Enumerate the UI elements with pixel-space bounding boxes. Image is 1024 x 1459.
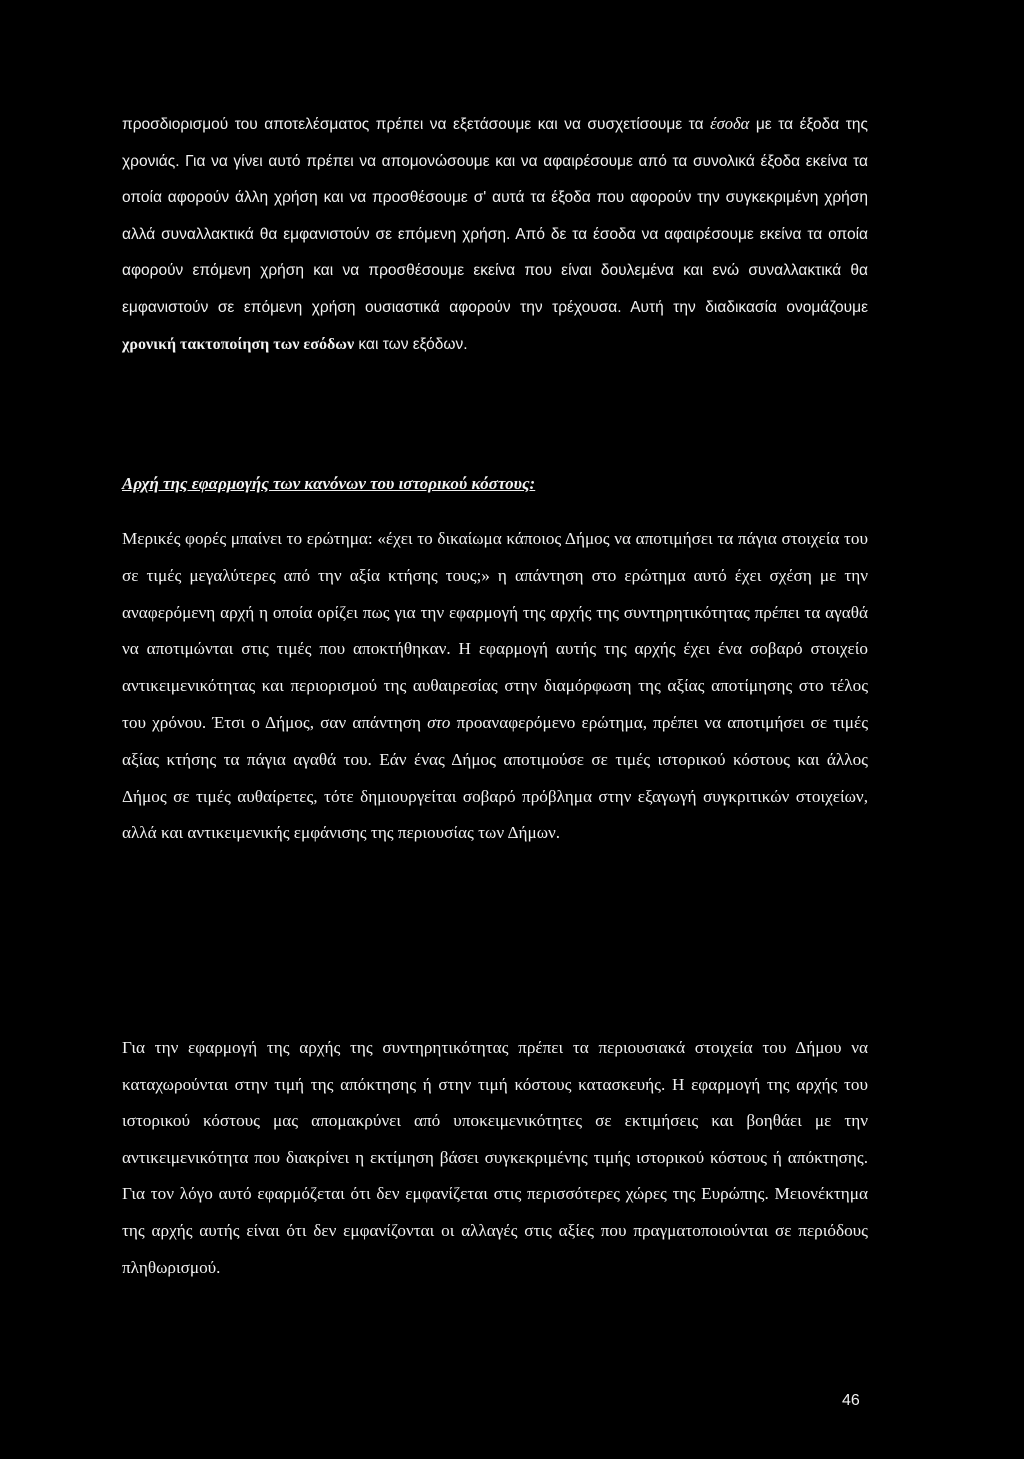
paragraph2-italic-word: στο — [427, 712, 451, 732]
paragraph1-text-c: και των εξόδων. — [354, 335, 468, 353]
paragraph1-text-a: προσδιορισμού του αποτελέσματος πρέπει να εξετάσουμε και να συσχετίσουμε τα — [122, 116, 711, 133]
paragraph1-italic-word: έσοδα — [710, 114, 750, 133]
paragraph2-text-a: Μερικές φορές μπαίνει το ερώτημα: «έχει το δικαίωμα κάποιος Δήμος να αποτιμήσει τα πάγια στοιχεία του σε τιμές μεγαλύτερες από την αξία κτήσης τους;» η απάντηση στο ερώτημα αυτό έχει σχέση με την αναφερόμενη αρχή η οποία ορίζει πως για την εφαρμογή της αρχής της συντηρητικότητας πρέπει τα αγαθά να αποτιμώνται στις τιμές που αποκτήθηκαν. Η εφαρμογή αυτής της αρχής έχει ένα σοβαρό στοιχείο αντικειμενικότητας και περιορισμού της αυθαιρεσίας στην διαμόρφωση της αξίας αποτίμησης στο τέλος του χρόνου. Έτσι ο Δήμος, σαν απάντηση — [122, 529, 868, 732]
paragraph1-text-b: με τα έξοδα της χρονιάς. Για να γίνει αυτό πρέπει να απομονώσουμε και να αφαιρέσουμε από τα συνολικά έξοδα εκείνα τα οποία αφορούν άλλη χρήση και να προσθέσουμε σ' αυτά τα έξοδα που αφορούν την συγκεκριμένη χρήση αλλά συναλλακτικά θα εμφανιστούν σε επόμενη χρήση. Από δε τα έσοδα να αφαιρέσουμε εκείνα τα οποία αφορούν επόμενη χρήση και να προσθέσουμε εκείνα που είναι δουλεμένα και ενώ συναλλακτικά θα εμφανιστούν σε επόμενη χρήση ουσιαστικά αφορούν την τρέχουσα. Αυτή την διαδικασία ονομάζουμε — [122, 116, 868, 316]
paragraph-accrual-adjustment — [122, 106, 868, 363]
paragraph-conservatism: Για την εφαρμογή της αρχής της συντηρητικότητας πρέπει τα περιουσιακά στοιχεία του Δήμου να καταχωρούνται στην τιμή της απόκτησης ή στην τιμή κόστους κατασκευής. Η εφαρμογή της αρχής του ιστορικού κόστους μας απομακρύνει από υποκειμενικότητες σε εκτιμήσεις και βοηθάει με την αντικειμενικότητα που διακρίνει η εκτίμηση βάσει συγκεκριμένης τιμής ιστορικού κόστους ή απόκτησης. Για τον λόγο αυτό εφαρμόζεται ότι δεν εμφανίζεται στις περισσότερες χώρες της Ευρώπης. Μειονέκτημα της αρχής αυτής είναι ότι δεν εμφανίζονται οι αλλαγές στις αξίες που πραγματοποιούνται σε περιόδους πληθωρισμού. — [122, 1038, 868, 1277]
paragraph1-bold-term: χρονική τακτοποίηση των εσόδων — [122, 335, 355, 353]
section-heading: Αρχή της εφαρμογής των κανόνων του ιστορικού κόστους: — [122, 474, 536, 493]
paragraph2-text-b: προαναφερόμενο ερώτημα, πρέπει να αποτιμήσει σε τιμές αξίας κτήσης τα πάγια αγαθά του. Εάν ένας Δήμος αποτιμούσε σε τιμές ιστορικού κόστους και άλλος Δήμος σε τιμές αυθαίρετες, τότε δημιουργείται σοβαρό πρόβλημα στην εξαγωγή συγκριτικών στοιχείων, αλλά και αντικειμενικής εμφάνισης της περιουσίας των Δήμων. — [122, 712, 869, 843]
page-number: 46 — [842, 1392, 860, 1409]
paragraph-historical-cost-question — [122, 521, 868, 852]
